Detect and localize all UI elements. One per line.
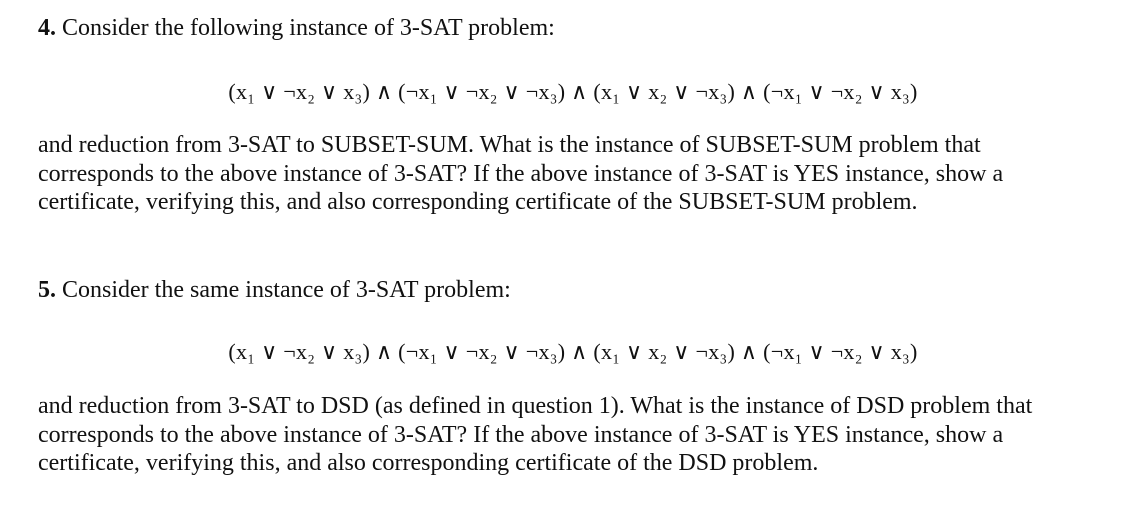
question-5-body — [38, 392, 1118, 478]
question-4-formula: (x₁ ∨ ¬x₂ ∨ x₃) ∧ (¬x₁ ∨ ¬x₂ ∨ ¬x₃) ∧ (x₁ ∨ x₂ ∨ ¬x₃) ∧ (¬x₁ ∨ ¬x₂ ∨ x₃) — [228, 79, 918, 104]
question-4-body — [38, 131, 1118, 217]
question-4-title — [38, 14, 555, 42]
question-4-line-3: certificate, verifying this, and also corresponding certificate of the SUBSET-SUM problem. — [38, 189, 918, 215]
question-5-line-1: and reduction from 3-SAT to DSD (as defined in question 1). What is the instance of DSD problem that — [38, 393, 1033, 419]
question-5-formula: (x₁ ∨ ¬x₂ ∨ x₃) ∧ (¬x₁ ∨ ¬x₂ ∨ ¬x₃) ∧ (x₁ ∨ x₂ ∨ ¬x₃) ∧ (¬x₁ ∨ ¬x₂ ∨ x₃) — [228, 339, 918, 364]
question-5-title-text: Consider the same instance of 3-SAT problem: — [56, 277, 511, 303]
question-4-line-1: and reduction from 3-SAT to SUBSET-SUM. What is the instance of SUBSET-SUM problem that — [38, 132, 981, 158]
question-4-number: 4. — [38, 15, 56, 41]
question-5-line-3: certificate, verifying this, and also corresponding certificate of the DSD problem. — [38, 450, 819, 476]
question-5-number: 5. — [38, 277, 56, 303]
question-5-line-2: corresponds to the above instance of 3-SAT? If the above instance of 3-SAT is YES instance, show a — [38, 421, 1004, 448]
question-4-line-2: corresponds to the above instance of 3-SAT? If the above instance of 3-SAT is YES instance, show a — [38, 160, 1004, 187]
question-4-title-text: Consider the following instance of 3-SAT problem: — [56, 15, 555, 41]
question-5-title — [38, 276, 511, 304]
